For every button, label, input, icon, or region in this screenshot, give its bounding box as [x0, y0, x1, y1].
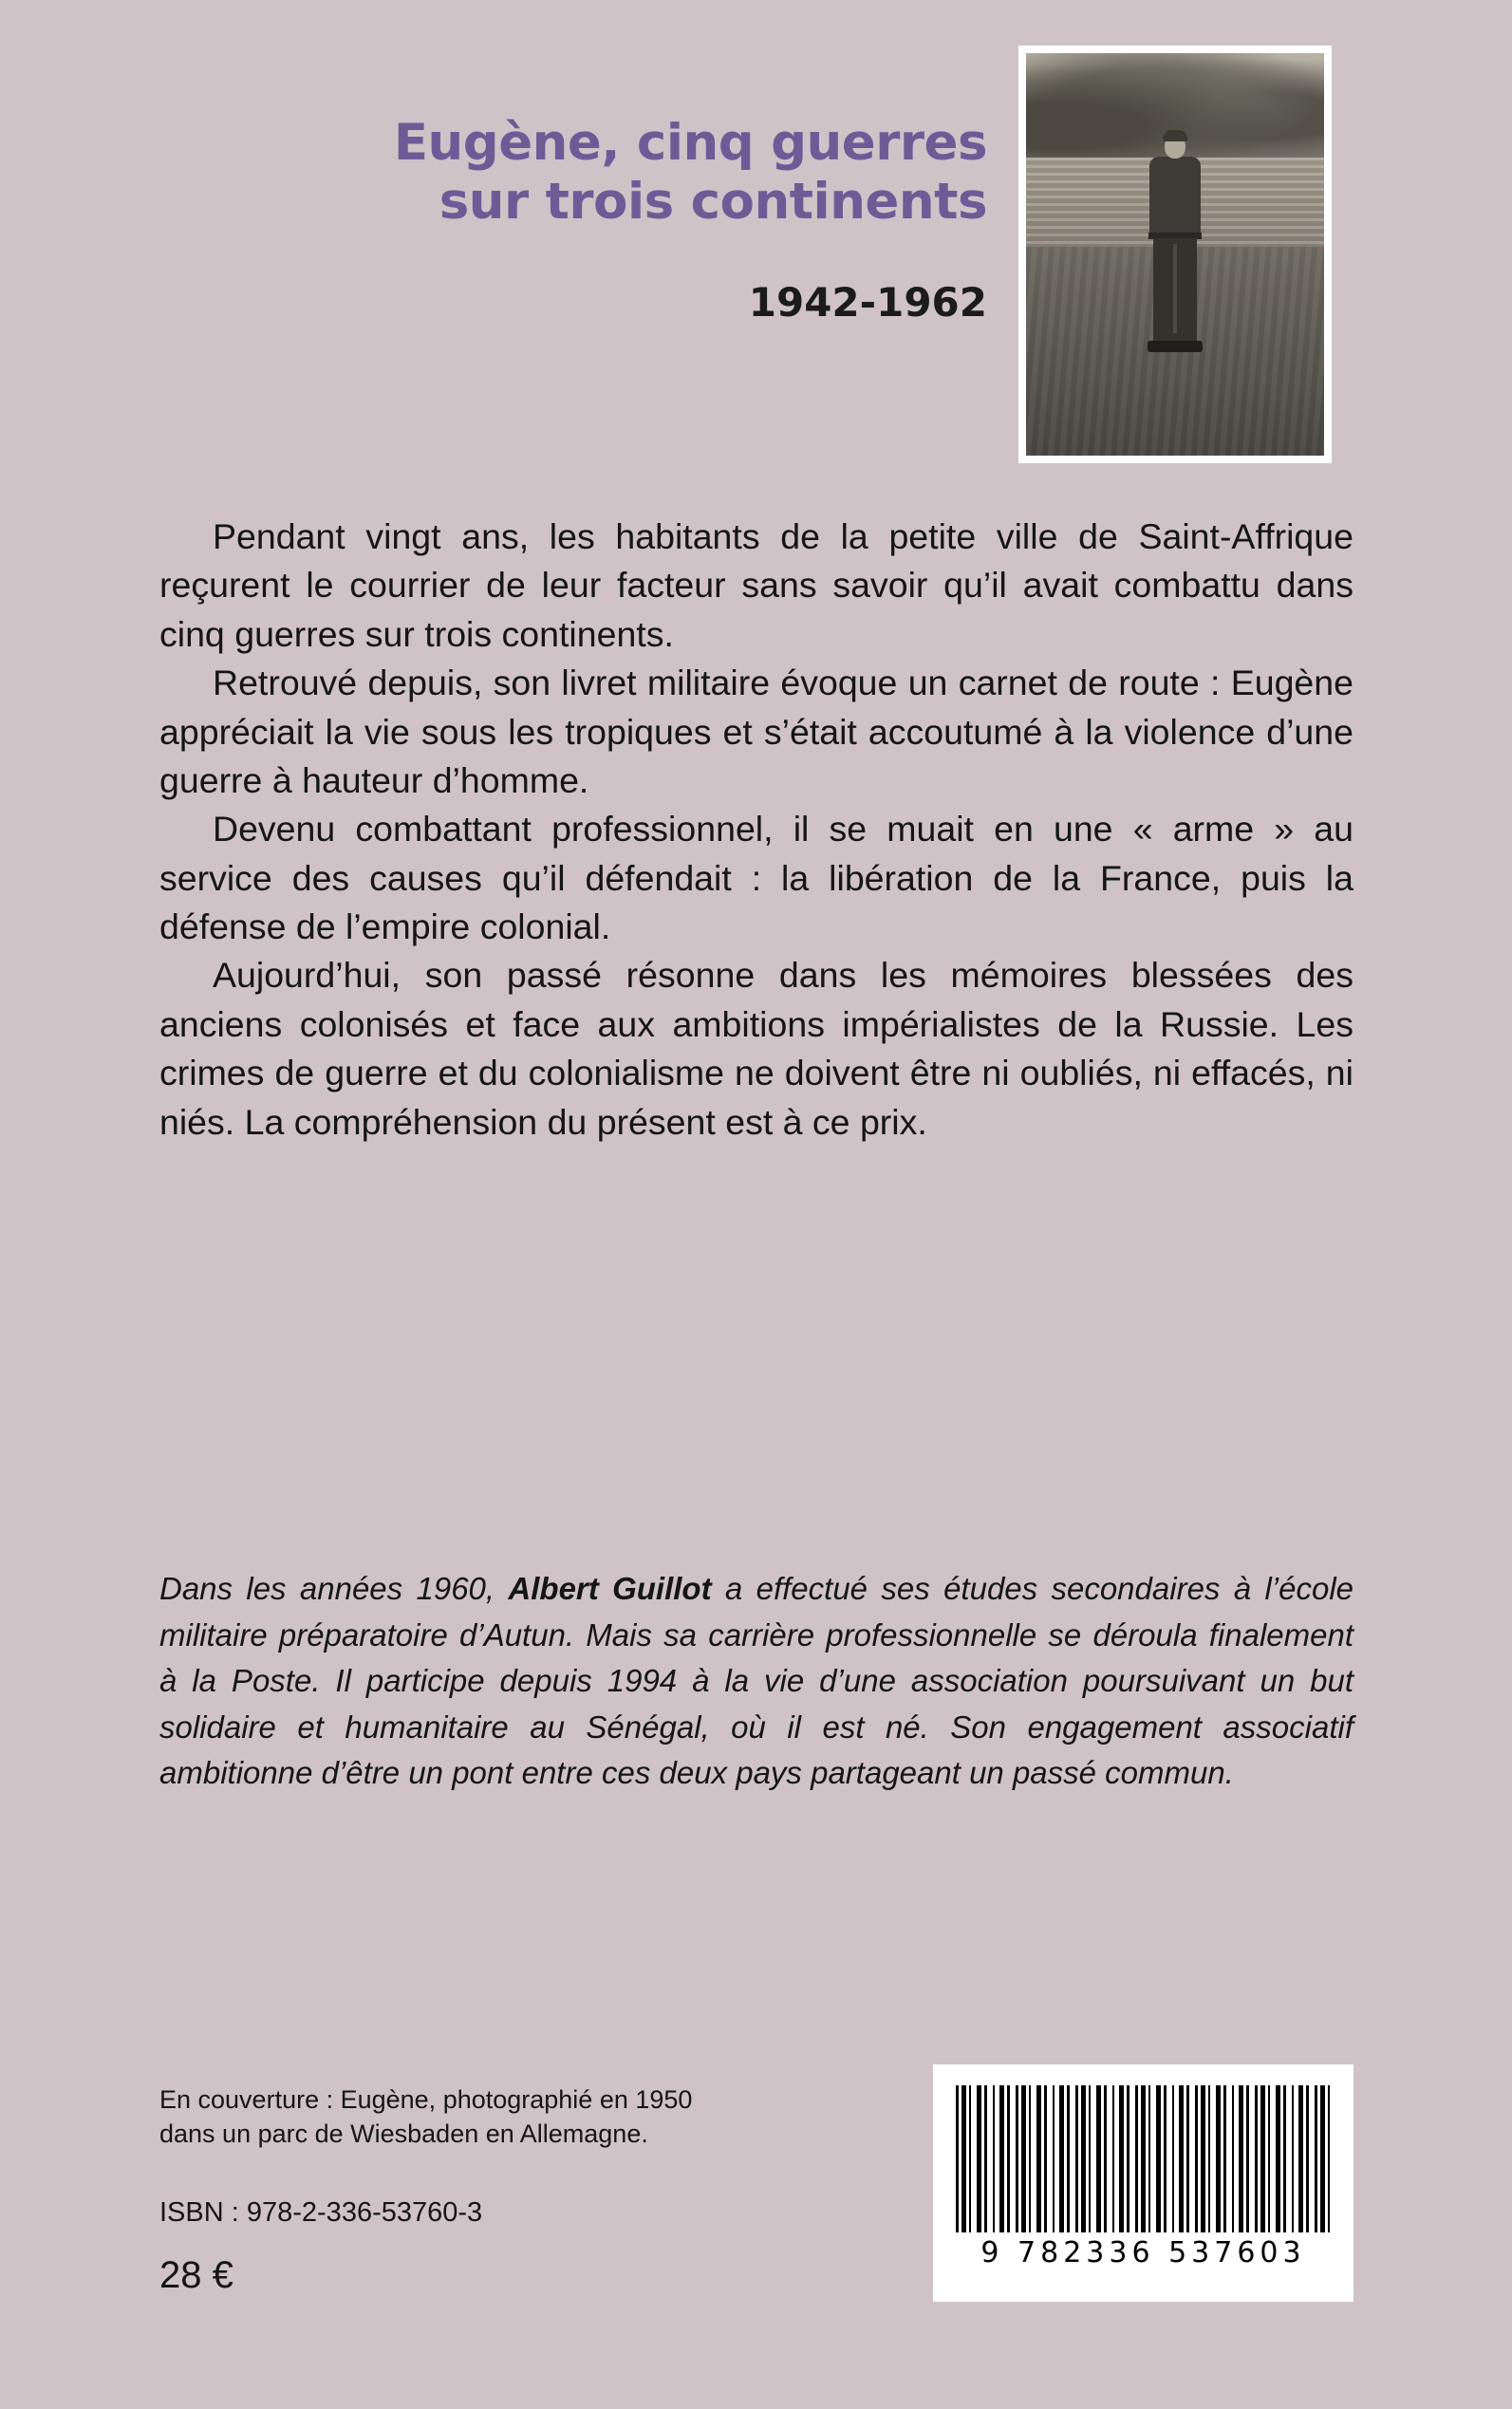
bio-text-before-name: Dans les années 1960, — [159, 1571, 509, 1606]
cover-footer — [159, 2064, 1353, 2349]
author-bio — [159, 1566, 1353, 1797]
book-title-line-1: Eugène, cinq guerres — [393, 114, 987, 172]
page-title — [199, 114, 987, 232]
blurb-text — [159, 513, 1353, 1147]
author-name: Albert Guillot — [508, 1571, 712, 1606]
photo-soldier-figure — [1138, 134, 1212, 383]
cover-credit-line-1: En couverture : Eugène, photographié en 1950 — [159, 2085, 693, 2114]
barcode-bars — [956, 2085, 1331, 2232]
soldier-torso — [1149, 157, 1201, 238]
isbn-text: ISBN : 978-2-336-53760-3 — [159, 2197, 483, 2228]
blurb-paragraph: Devenu combattant professionnel, il se muait en une « arme » au service des causes qu’il défendait : la libération de la France, puis la défense de l’empire colonial. — [159, 809, 1353, 946]
cover-credit — [159, 2083, 881, 2152]
barcode-digits: 9 782336 537603 — [980, 2236, 1306, 2269]
title-block — [199, 114, 987, 326]
blurb-paragraph: Aujourd’hui, son passé résonne dans les mémoires blessées des anciens colonisés et face aux ambitions impérialistes de la Russie. Les crimes de guerre et du colonialisme ne doivent être ni oubliés, ni effacés, ni niés. La compréhension du présent est à ce prix. — [159, 955, 1353, 1142]
book-dates: 1942-1962 — [748, 279, 987, 326]
soldier-cap — [1163, 130, 1187, 141]
cover-header — [0, 46, 1512, 454]
price-text: 28 € — [159, 2254, 233, 2296]
soldier-legs — [1153, 238, 1197, 343]
blurb-paragraph: Retrouvé depuis, son livret militaire évoque un carnet de route : Eugène appréciait la vie sous les tropiques et s’était accoutumé à la violence d’une guerre à hauteur d’homme. — [159, 663, 1353, 800]
cover-photo — [1018, 46, 1332, 463]
cover-credit-line-2: dans un parc de Wiesbaden en Allemagne. — [159, 2119, 648, 2148]
blurb-paragraph: Pendant vingt ans, les habitants de la petite ville de Saint-Affrique reçurent le courrier de leur facteur sans savoir qu’il avait combattu dans cinq guerres sur trois continents. — [159, 516, 1353, 654]
book-title-line-2: sur trois continents — [439, 173, 987, 231]
photo-image — [1026, 53, 1324, 456]
soldier-shoes — [1148, 341, 1203, 352]
barcode — [933, 2064, 1353, 2302]
bio-text-after-name: a effectué ses études secondaires à l’école militaire préparatoire d’Autun. Mais sa carrière professionnelle se déroula finalement à la Poste. Il participe depuis 1994 à la vie d’une association poursuivant un but solidaire et humanitaire au Sénégal, où il est né. Son engagement associatif ambitionne d’être un pont entre ces deux pays partageant un passé commun. — [159, 1571, 1353, 1790]
